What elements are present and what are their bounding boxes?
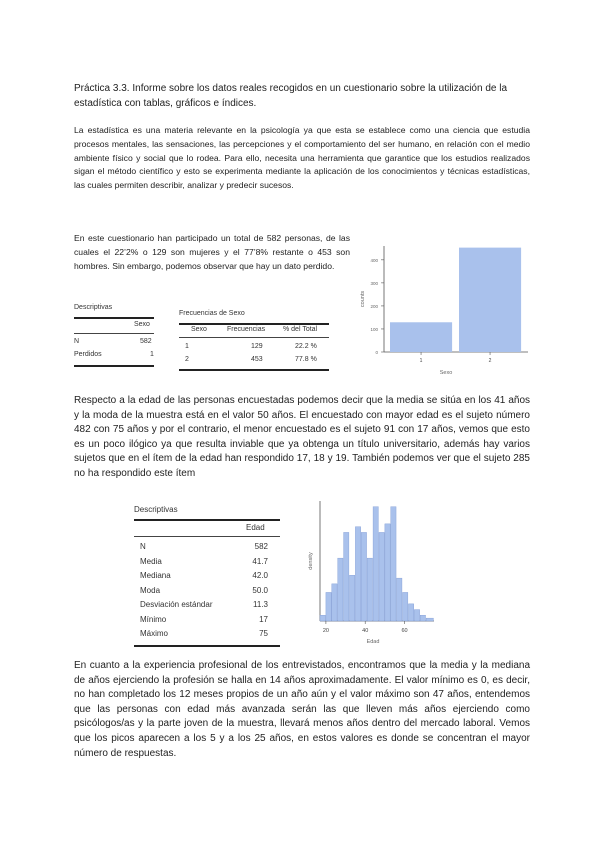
y-tick-label: 200 (370, 303, 378, 309)
histogram-bar (414, 610, 419, 621)
table-row-sexo: 1 (185, 343, 189, 350)
y-tick-label: 100 (370, 326, 378, 332)
table-title: Descriptivas (74, 304, 113, 311)
column-header: Frecuencias (227, 326, 266, 333)
table-row-value: 42.0 (252, 571, 268, 580)
table-row-value: 17 (259, 614, 268, 624)
edad-histogram (300, 497, 436, 657)
x-tick-label: 20 (322, 628, 329, 634)
table-row-label: Desviación estándar (140, 600, 213, 609)
table-row-value: 582 (254, 542, 268, 551)
histogram-bar (397, 578, 402, 621)
table-row-label: Mínimo (140, 614, 167, 624)
participants-paragraph: En este cuestionario han participado un total de 582 personas, de las cuales el 22’2% o 129 son mujeres y el 77’8% restante o 453 son hombres. Sin embargo, podemos observar que hay un dato perdido. (74, 233, 350, 271)
histogram-bar (403, 592, 408, 621)
table-row-label: Moda (140, 585, 161, 595)
table-row-value: 11.3 (253, 600, 268, 609)
histogram-bar (420, 615, 425, 621)
y-tick-label: 0 (375, 350, 378, 355)
edad-paragraph: Respecto a la edad de las personas encuestadas podemos decir que la media se sitúa en los 41 años y la moda de la muestra está en el valor 50 años. El encuestado con mayor edad es el sujeto número 482 con 75 años y por el contrario, el menor encuestado es el sujeto 91 con 17 años, vemos que esto es un poco ilógico ya que resulta inviable que ya obtenga un título universitario, además hay varios sujetos que en el ítem de la edad han respondido 17, 18 y 19. También podemos ver que el sujeto 285 no ha respondido este ítem (74, 395, 530, 479)
histogram-bar (367, 558, 372, 621)
histogram-bar (408, 604, 413, 621)
histogram-bar (320, 615, 325, 621)
x-tick-label: 1 (419, 358, 423, 364)
x-axis-label: Sexo (439, 370, 453, 376)
frecuencias-sexo-table (179, 308, 329, 372)
table-row-value: 50.0 (252, 585, 268, 595)
descriptivas-sexo-table (74, 302, 154, 370)
histogram-bar (338, 558, 343, 621)
table-row-freq: 453 (251, 356, 263, 363)
histogram-bar (344, 532, 349, 621)
y-tick-label: 400 (370, 257, 378, 263)
table-row-value: 582 (140, 338, 152, 345)
table-row-pct: 22.2 % (295, 343, 317, 350)
table-row-label: Mediana (140, 571, 171, 580)
y-tick-label: 300 (370, 280, 378, 286)
table-row-label: Media (140, 556, 162, 566)
y-axis-label: density (308, 552, 314, 570)
histogram-bar (355, 527, 360, 621)
column-header: Edad (246, 523, 265, 532)
x-tick-label: 40 (362, 628, 369, 634)
table-row-label: N (140, 542, 146, 551)
descriptivas-edad-table (134, 503, 280, 647)
table-title: Frecuencias de Sexo (179, 310, 245, 317)
histogram-bar (349, 575, 354, 621)
column-header: Sexo (191, 326, 207, 333)
bar (459, 248, 521, 352)
histogram-bar (379, 532, 384, 621)
histogram-bar (332, 584, 337, 621)
column-header: % del Total (283, 326, 318, 333)
table-row-label: Máximo (140, 629, 169, 638)
table-row-label: Perdidos (74, 351, 102, 358)
table-row-label: N (74, 338, 80, 345)
table-row-freq: 129 (251, 343, 263, 350)
page-title: Práctica 3.3. Informe sobre los datos reales recogidos en un cuestionario sobre la utilización de la estadística con tablas, gráficos e índices. (74, 83, 508, 109)
x-tick-label: 60 (401, 628, 408, 634)
histogram-bar (391, 507, 396, 621)
bar (390, 322, 452, 352)
histogram-bar (361, 532, 366, 621)
experiencia-paragraph: En cuanto a la experiencia profesional de los entrevistados, encontramos que la media y la mediana de años ejerciendo la profesión se halla en 14 años aproximadamente. El valor mínimo es 0, es decir, no han completado los 12 meses propios de un año aún y el valor máximo son 47 años, entendemos que las personas con edad más avanzada serán las que lleven más años ejerciendo como psicólogos/as y la parte joven de la muestra, llevará menos años dentro del mercado laboral. Vemos que los picos aparecen a los 5 y a los 25 años, en estos valores es donde se concentran el mayor número de respuestas. (74, 660, 530, 759)
histogram-bar (385, 524, 390, 621)
table-title: Descriptivas (134, 505, 178, 514)
sexo-bar-chart (356, 240, 532, 382)
column-header: Sexo (134, 321, 150, 328)
x-tick-label: 2 (488, 358, 492, 364)
histogram-bar (326, 592, 331, 621)
intro-paragraph: La estadística es una materia relevante en la psicología ya que esta se establece como una ciencia que estudia procesos mentales, las sensaciones, las percepciones y el comportamiento del ser humano, en relación con el medio ambiente físico y social que lo rodea. Para ello, necesita una herramienta que garantice que los estudios realizados sigan el método científico y esto se experimenta mediante la aplicación de los conocimientos y técnicas estadísticas, las cuales permiten describir, analizar y predecir sucesos. (74, 125, 530, 191)
table-row-value: 41.7 (252, 556, 268, 566)
table-row-sexo: 2 (185, 356, 189, 363)
histogram-bar (426, 618, 433, 621)
x-axis-label: Edad (366, 639, 380, 645)
table-row-value: 75 (259, 629, 268, 638)
y-axis-label: counts (360, 290, 366, 308)
histogram-bar (373, 507, 378, 621)
table-row-pct: 77.8 % (295, 356, 317, 363)
table-row-value: 1 (150, 351, 154, 358)
